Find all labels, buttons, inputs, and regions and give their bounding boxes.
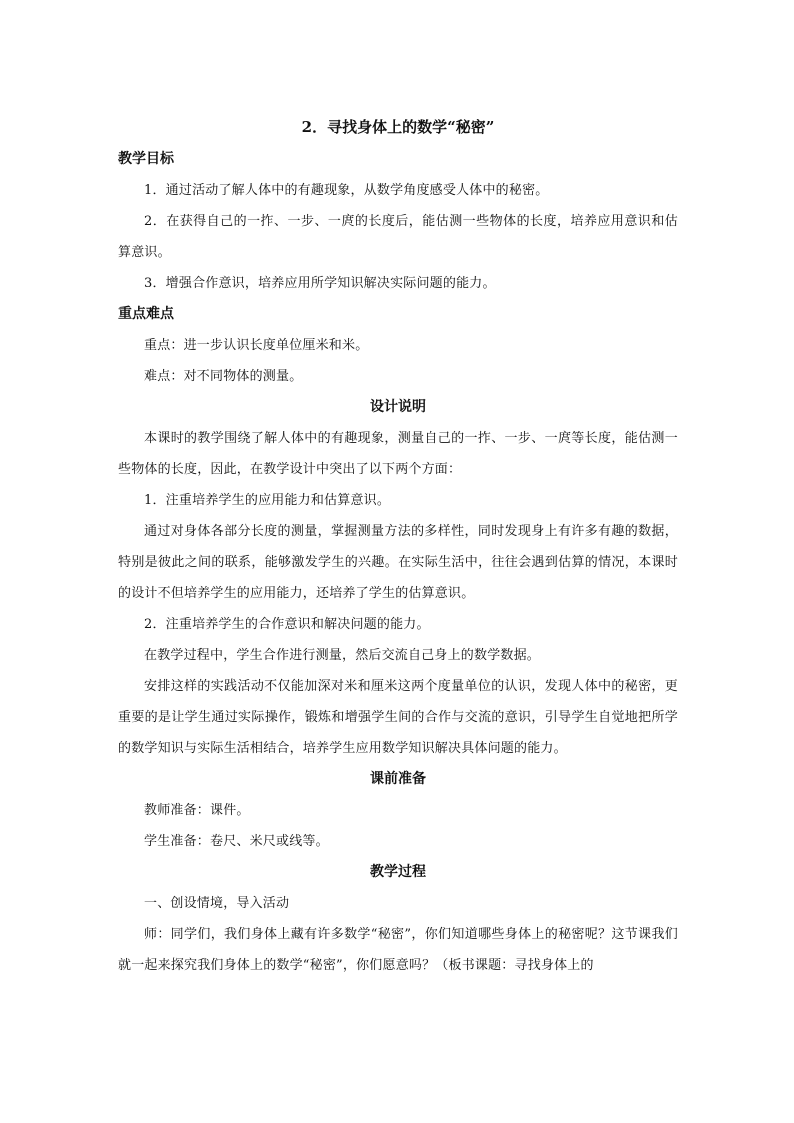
design-heading: 设计说明 (370, 399, 426, 415)
design-point-2-text-2: 安排这样的实践活动不仅能加深对米和厘米这两个度量单位的认识，发现人体中的秘密，更重要的是让学生通过实际操作，锻炼和增强学生间的合作与交流的意识，引导学生自觉地把所学的数学知识与实际生活相结合，培养学生应用数学知识解决具体问题的能力。 (118, 679, 678, 756)
page-title: 2．寻找身体上的数学“秘密” (301, 118, 495, 136)
design-point-2-text-1: 在教学过程中，学生合作进行测量，然后交流自己身上的数学数据。 (144, 648, 541, 663)
prep-teacher: 教师准备：课件。 (144, 803, 250, 818)
process-step-1: 一、创设情境，导入活动 (144, 896, 290, 911)
design-point-1-text: 通过对身体各部分长度的测量，掌握测量方法的多样性，同时发现身上有许多有趣的数据，特别是彼此之间的联系，能够激发学生的兴趣。在实际生活中，往往会遇到估算的情况，本课时的设计不但培养学生的应用能力，还培养了学生的估算意识。 (118, 524, 678, 601)
goals-heading: 教学目标 (118, 151, 174, 167)
key-points-heading: 重点难点 (118, 306, 174, 322)
goal-item-2: 2．在获得自己的一拃、一步、一庹的长度后，能估测一些物体的长度，培养应用意识和估算意识。 (118, 214, 678, 260)
design-point-2: 2．注重培养学生的合作意识和解决问题的能力。 (144, 617, 430, 632)
goal-item-3: 3．增强合作意识，培养应用所学知识解决实际问题的能力。 (144, 276, 496, 291)
design-point-1: 1．注重培养学生的应用能力和估算意识。 (144, 493, 391, 508)
prep-student: 学生准备：卷尺、米尺或线等。 (144, 834, 329, 849)
key-point-difficulty: 难点：对不同物体的测量。 (144, 369, 303, 384)
design-intro: 本课时的教学围绕了解人体中的有趣现象，测量自己的一拃、一步、一庹等长度，能估测一些物体的长度，因此，在教学设计中突出了以下两个方面： (118, 431, 678, 477)
key-point-focus: 重点：进一步认识长度单位厘米和米。 (144, 338, 369, 353)
goal-item-1: 1．通过活动了解人体中的有趣现象，从数学角度感受人体中的秘密。 (144, 183, 549, 198)
process-heading: 教学过程 (370, 864, 426, 880)
process-step-1-text: 师：同学们，我们身体上藏有许多数学“秘密”，你们知道哪些身体上的秘密呢？这节课我们就一起来探究我们身体上的数学“秘密”，你们愿意吗？（板书课题：寻找身体上的 (118, 927, 678, 973)
document-page (118, 110, 678, 981)
prep-heading: 课前准备 (370, 771, 426, 787)
